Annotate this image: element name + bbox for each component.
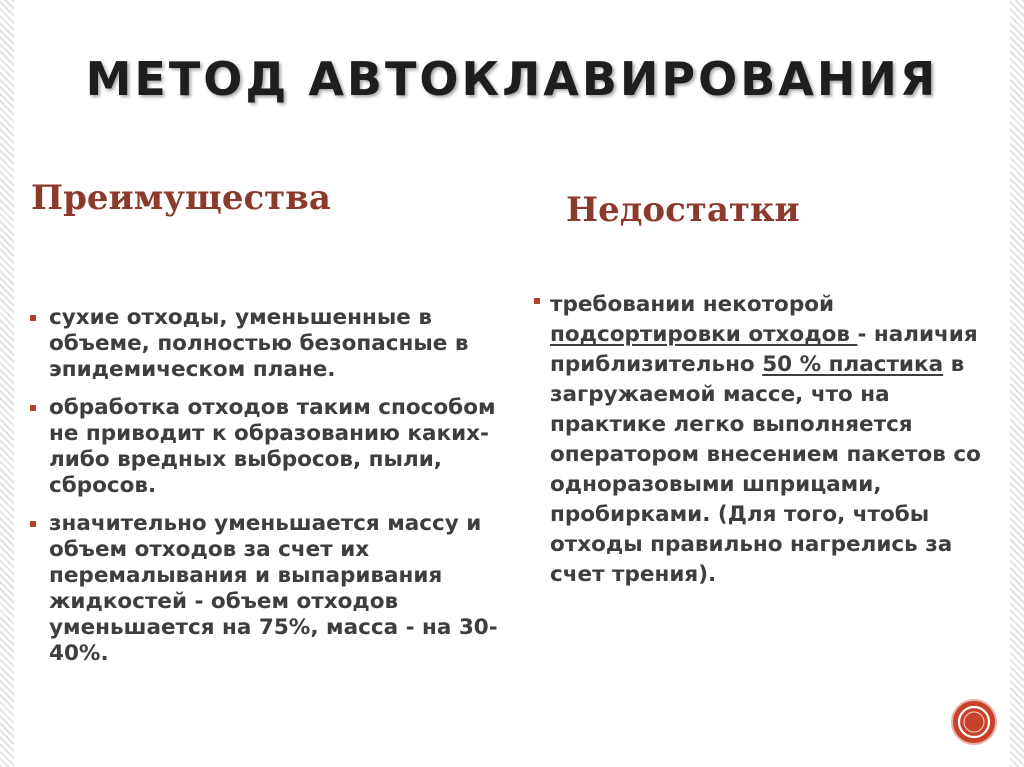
disadvantages-list	[528, 290, 998, 602]
advantage-item	[28, 395, 498, 499]
disadvantage-underlined-plastic: 50 % пластика	[762, 352, 944, 377]
square-bullet-icon	[30, 521, 36, 527]
disadvantage-item	[528, 290, 998, 590]
advantage-item	[28, 511, 498, 667]
disadvantage-text-part5: в загружаемой массе, что на практике легко выполняется оператором внесением пакетов со одноразовыми шприцами, пробирками. (Для того, чтобы отходы правильно нагрелись за счет трения).	[550, 352, 981, 587]
disadvantage-text-part3: - наличия приблизительно	[550, 322, 978, 377]
circle-logo-icon	[949, 697, 999, 747]
advantage-item-text: сухие отходы, уменьшенные в объеме, полностью безопасные в эпидемическом плане.	[49, 305, 469, 382]
square-bullet-icon	[30, 315, 36, 321]
slide-title: МЕТОД АВТОКЛАВИРОВАНИЯ	[85, 52, 939, 106]
advantage-item	[28, 305, 498, 383]
advantages-heading: Преимущества	[31, 178, 331, 218]
square-bullet-icon	[534, 298, 540, 304]
right-decorative-border	[1010, 0, 1024, 767]
advantage-item-text: обработка отходов таким способом не приводит к образованию каких-либо вредных выбросов, пыли, сбросов.	[49, 395, 496, 498]
advantages-list	[28, 305, 498, 679]
left-decorative-border	[0, 0, 14, 767]
advantage-item-text: значительно уменьшается массу и объем отходов за счет их перемалывания и выпаривания жидкостей - объем отходов уменьшается на 75%, масса - на 30-40%.	[49, 511, 498, 666]
disadvantage-underlined-sorting: подсортировки отходов	[550, 322, 858, 347]
square-bullet-icon	[30, 405, 36, 411]
disadvantage-text-part1: требовании некоторой	[550, 292, 835, 317]
disadvantages-heading: Недостатки	[566, 190, 800, 230]
